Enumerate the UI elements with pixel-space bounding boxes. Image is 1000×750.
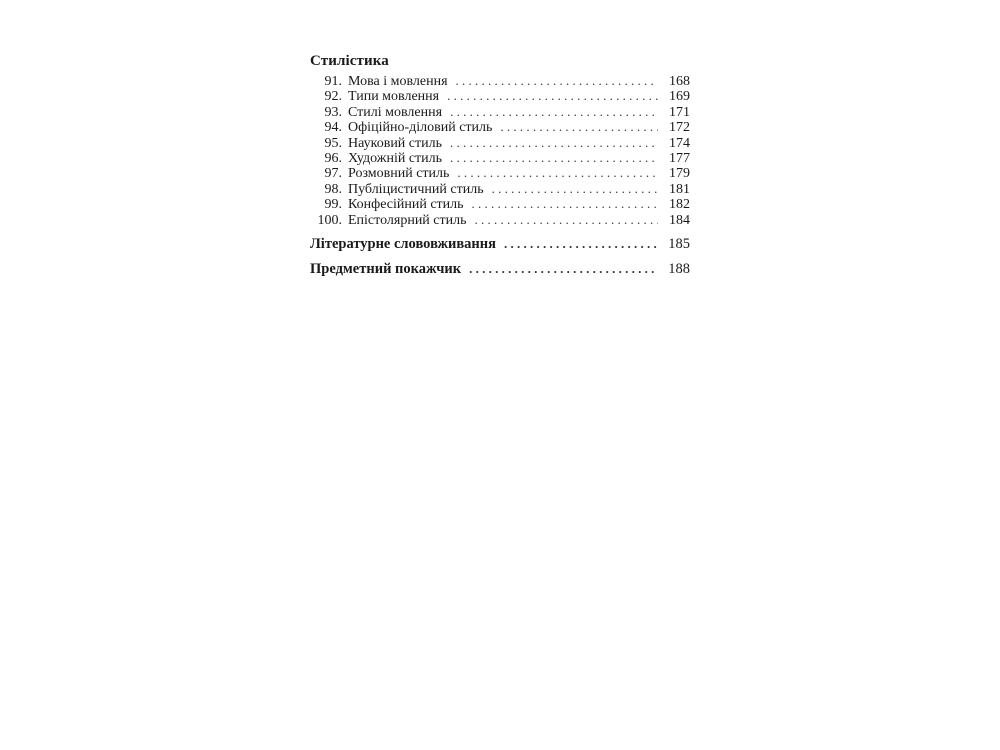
entry-page: 174 (669, 135, 690, 151)
entry-title: Розмовний стиль (348, 166, 450, 182)
entry-number: 97. (324, 166, 342, 182)
dot-leader (492, 181, 658, 196)
entry-page: 188 (668, 260, 690, 277)
section-title: Стилістика (310, 53, 389, 69)
toc-entry (310, 212, 690, 227)
entry-page: 172 (669, 120, 690, 136)
toc-entry (310, 165, 690, 180)
toc-entry (310, 104, 690, 119)
entry-page: 184 (669, 212, 690, 228)
dot-leader (504, 236, 658, 252)
entry-page: 168 (669, 74, 690, 89)
dot-leader (472, 196, 658, 211)
entry-title: Науковий стиль (348, 135, 442, 151)
toc-entry (310, 73, 690, 88)
toc-entry (310, 88, 690, 103)
entry-title: Епістолярний стиль (348, 212, 467, 228)
toc-entry (310, 150, 690, 165)
toc-major-entry (310, 236, 690, 252)
entry-title: Літературне слововживання (310, 235, 496, 252)
dot-leader (475, 212, 659, 227)
entry-number: 99. (324, 197, 342, 213)
entry-number: 95. (324, 135, 342, 151)
dot-leader (447, 88, 658, 103)
entry-page: 169 (669, 89, 690, 105)
entry-number: 91. (324, 74, 342, 89)
dot-leader (457, 165, 658, 180)
dot-leader (500, 119, 658, 134)
entry-number: 93. (324, 104, 342, 120)
entry-page: 181 (669, 181, 690, 197)
toc-entry (310, 135, 690, 150)
entry-title: Предметний покажчик (310, 260, 462, 277)
entry-page: 179 (669, 166, 690, 182)
toc-entry (310, 196, 690, 211)
entry-number: 98. (324, 181, 342, 197)
entry-number: 96. (324, 150, 342, 166)
dot-leader (450, 135, 658, 150)
entry-title: Стилі мовлення (348, 104, 443, 120)
toc-entry (310, 181, 690, 196)
entry-number: 94. (324, 120, 342, 136)
entry-title: Мова і мовлення (348, 74, 448, 89)
toc-major-entry (310, 261, 690, 277)
table-of-contents (310, 52, 690, 277)
dot-leader (450, 150, 658, 165)
dot-leader (450, 104, 658, 119)
entry-title: Публіцистичний стиль (348, 181, 484, 197)
entry-page: 182 (669, 197, 690, 213)
entry-title: Конфесійний стиль (348, 197, 464, 213)
entry-title: Офіційно-діловий стиль (348, 120, 493, 136)
entry-page: 171 (669, 104, 690, 120)
entry-page: 177 (669, 150, 690, 166)
entry-number: 92. (324, 89, 342, 105)
entry-title: Художній стиль (348, 150, 443, 166)
toc-entry (310, 119, 690, 134)
entry-title: Типи мовлення (348, 89, 440, 105)
dot-leader (456, 73, 658, 88)
entry-number: 100. (317, 212, 342, 228)
entry-page: 185 (668, 235, 690, 252)
dot-leader (469, 261, 658, 277)
